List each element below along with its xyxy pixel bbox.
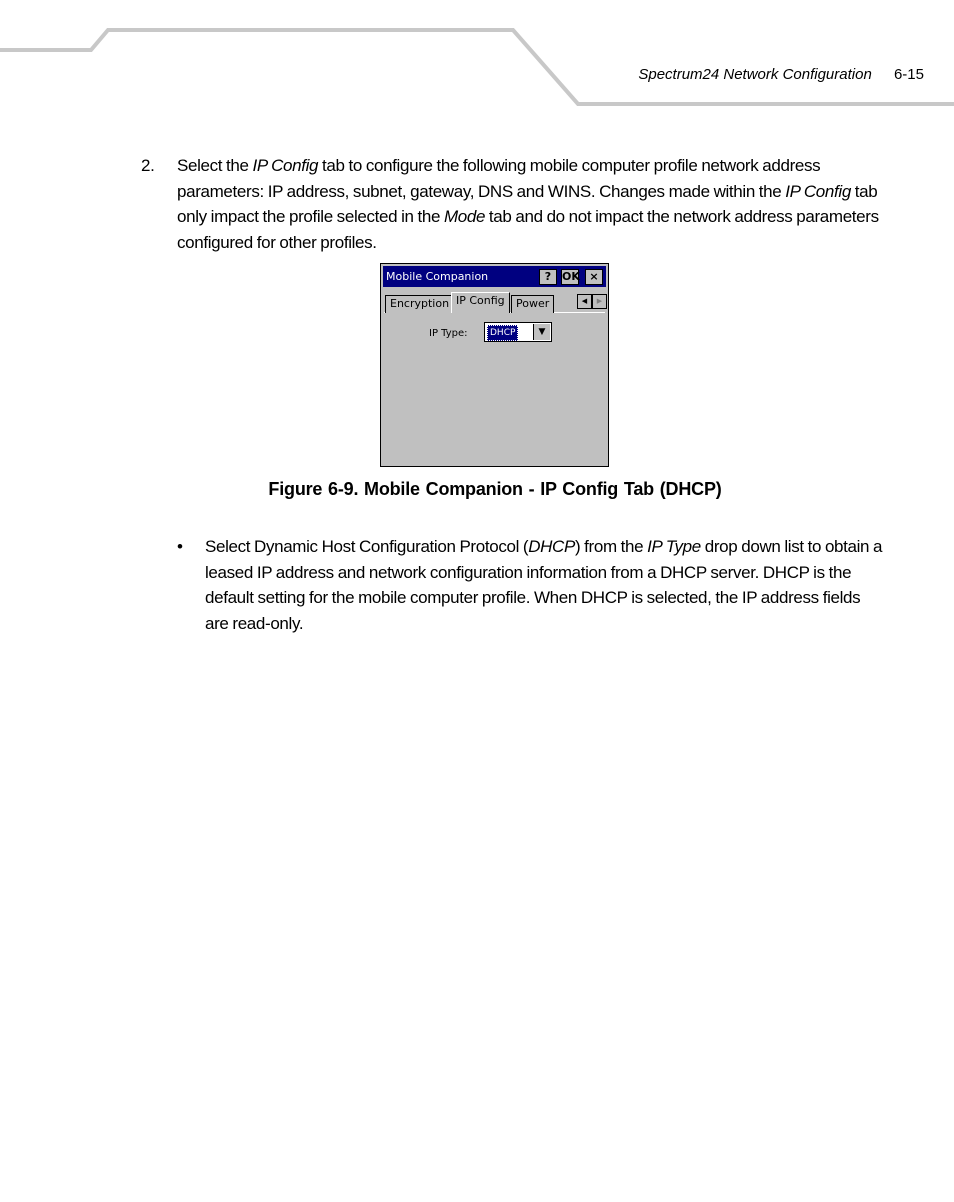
step-number: 2. [141, 156, 155, 175]
text-run: Select Dynamic Host Configuration Protocol ( [205, 537, 529, 556]
text-run: Mode [443, 207, 486, 226]
ip-type-label: IP Type: [429, 328, 468, 339]
tab-scroll-left-icon[interactable]: ◀ [577, 294, 592, 309]
bullet-marker: • [177, 537, 183, 556]
ip-type-dropdown[interactable] [484, 322, 552, 342]
help-button[interactable]: ? [539, 269, 557, 285]
text-run: Select the [177, 156, 253, 175]
text-run: tab to configure the following mobile computer profile network address parameters: IP address, subnet, gateway, DNS and WINS. Changes made within the [177, 156, 821, 201]
bullet-paragraph [205, 534, 887, 636]
window-titlebar [383, 266, 606, 287]
figure-caption: Figure 6-9. Mobile Companion - IP Config Tab (DHCP) [268, 479, 722, 499]
section-title: Spectrum24 Network Configuration [638, 66, 872, 83]
header-rule [0, 0, 954, 110]
tab-scroll-right-icon[interactable]: ▶ [592, 294, 607, 309]
mobile-companion-window [380, 263, 609, 467]
ip-type-value: DHCP [487, 325, 518, 341]
ok-button[interactable]: OK [562, 270, 580, 283]
window-title: Mobile Companion [386, 270, 489, 283]
tab-power[interactable]: Power [511, 295, 554, 313]
text-run: IP Type [647, 537, 701, 556]
text-run: IP Config [785, 181, 851, 201]
chevron-down-icon[interactable]: ▼ [533, 324, 550, 340]
text-run: DHCP [528, 537, 575, 556]
page-number: 6-15 [893, 66, 924, 83]
step-2 [141, 153, 886, 255]
tab-ip-config[interactable]: IP Config [451, 292, 510, 313]
tab-encryption[interactable]: Encryption [385, 295, 454, 313]
close-button[interactable]: × [585, 269, 603, 285]
text-run: drop down list to obtain a leased IP address and network configuration information from a DHCP server. DHCP is the default setting for the mobile computer profile. When DHCP is selected, the IP address fields are read-only. [205, 537, 883, 633]
bullet-item [177, 534, 887, 636]
text-run: tab only impact the profile selected in the [177, 181, 878, 226]
step-paragraph [177, 153, 886, 255]
text-run: tab and do not impact the network address parameters configured for other profiles. [177, 207, 879, 252]
text-run: ) from the [574, 537, 648, 556]
running-head [638, 66, 924, 83]
text-run: IP Config [252, 156, 319, 175]
